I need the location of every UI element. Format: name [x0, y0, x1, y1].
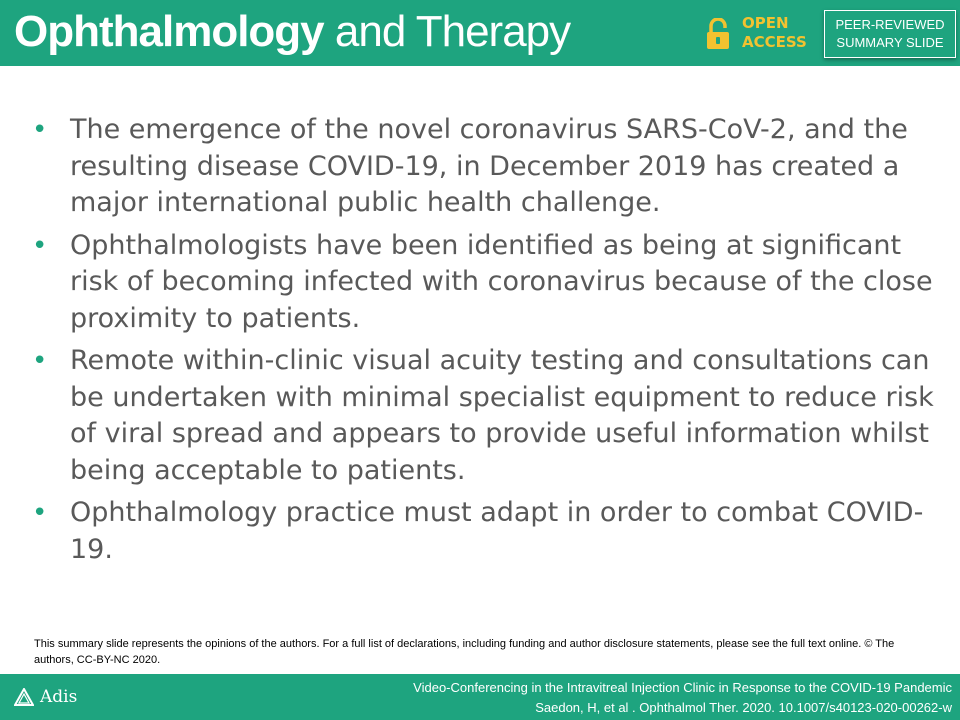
bullet-dot-icon: • — [32, 115, 48, 145]
header-bar — [0, 0, 960, 66]
bullet-dot-icon: • — [32, 346, 48, 376]
publisher-name: Adis — [40, 687, 78, 707]
badge-line-1: PEER-REVIEWED — [835, 17, 945, 32]
journal-title — [14, 4, 570, 60]
bullet-dot-icon: • — [32, 498, 48, 528]
citation — [413, 678, 952, 718]
bullet-text: The emergence of the novel coronavirus SARS-CoV-2, and the resulting disease COVID-19, in December 2019 has created a major international public health challenge. — [70, 114, 908, 218]
bullet-text: Ophthalmology practice must adapt in order to combat COVID-19. — [70, 497, 924, 565]
bullet-item — [30, 228, 940, 338]
citation-reference: Saedon, H, et al . Ophthalmol Ther. 2020. 10.1007/s40123-020-00262-w — [535, 700, 952, 715]
bullet-item — [30, 112, 940, 222]
badge-line-2: SUMMARY SLIDE — [836, 35, 944, 50]
bullet-item — [30, 343, 940, 489]
bullet-dot-icon: • — [32, 230, 48, 261]
adis-triangle-icon — [14, 688, 34, 706]
open-access-line-1: OPEN — [742, 14, 789, 32]
summary-bullet-list — [30, 112, 940, 574]
open-access-label — [742, 14, 807, 52]
publisher-logo — [14, 684, 77, 710]
footer-bar — [0, 674, 960, 720]
bullet-text: Ophthalmologists have been identified as being at significant risk of becoming infected with coronavirus because of the close proximity to patients. — [70, 229, 933, 334]
unlocked-padlock-icon — [706, 18, 730, 50]
bullet-text: Remote within-clinic visual acuity testing and consultations can be undertaken with minimal specialist equipment to reduce risk of viral spread and appears to provide useful information whilst being acceptable to patients. — [70, 345, 934, 486]
bullet-item — [30, 495, 940, 568]
open-access-line-2: ACCESS — [742, 33, 807, 51]
citation-title: Video-Conferencing in the Intravitreal Injection Clinic in Response to the COVID-19 Pandemic — [413, 680, 952, 695]
disclaimer-text: This summary slide represents the opinions of the authors. For a full list of declarations, including funding and author disclosure statements, please see the full text online. © The authors, CC-BY-NC 2020. — [34, 638, 895, 666]
journal-title-light: and Therapy — [323, 7, 571, 56]
journal-title-bold: Ophthalmology — [14, 7, 324, 56]
peer-reviewed-summary-badge — [824, 10, 956, 58]
